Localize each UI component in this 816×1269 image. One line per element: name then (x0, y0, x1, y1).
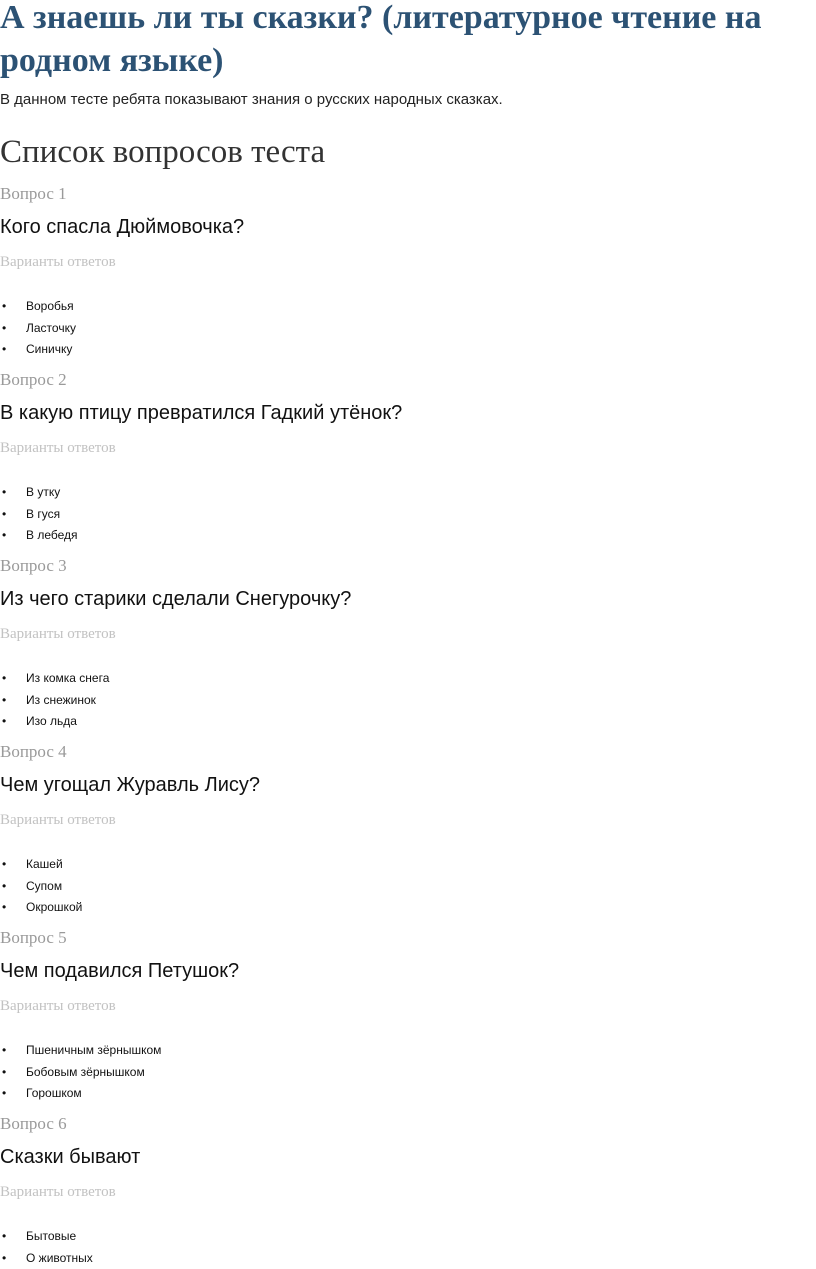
answer-text: Воробья (26, 299, 74, 313)
answer-item (0, 482, 78, 504)
bullet-icon: • (2, 1248, 6, 1269)
answer-item (0, 296, 76, 318)
question-number: Вопрос 6 (0, 1113, 67, 1135)
question-5 (0, 927, 800, 1113)
page-title: А знаешь ли ты сказки? (литературное чтение на родном языке) (0, 0, 800, 82)
answer-list (0, 1226, 93, 1269)
answer-text: В лебедя (26, 528, 78, 542)
answer-text: В гуся (26, 507, 60, 521)
question-number: Вопрос 1 (0, 183, 67, 205)
bullet-icon: • (2, 897, 6, 919)
bullet-icon: • (2, 1040, 6, 1062)
bullet-icon: • (2, 318, 6, 340)
answer-item (0, 1040, 161, 1062)
test-description: В данном тесте ребята показывают знания о русских народных сказках. (0, 90, 503, 110)
question-text: Кого спасла Дюймовочка? (0, 214, 244, 240)
answer-variants-label: Варианты ответов (0, 252, 116, 272)
question-number: Вопрос 3 (0, 555, 67, 577)
answer-variants-label: Варианты ответов (0, 810, 116, 830)
question-text: Чем угощал Журавль Лису? (0, 772, 260, 798)
answer-text: В утку (26, 485, 60, 499)
answer-text: О животных (26, 1251, 93, 1265)
bullet-icon: • (2, 1083, 6, 1105)
answer-item (0, 897, 82, 919)
answer-list (0, 296, 76, 361)
question-number: Вопрос 5 (0, 927, 67, 949)
question-1 (0, 183, 800, 369)
bullet-icon: • (2, 525, 6, 547)
answer-list (0, 1040, 161, 1105)
bullet-icon: • (2, 482, 6, 504)
bullet-icon: • (2, 690, 6, 712)
answer-variants-label: Варианты ответов (0, 624, 116, 644)
answer-text: Бобовым зёрнышком (26, 1065, 145, 1079)
answer-item (0, 1062, 161, 1084)
answer-text: Синичку (26, 342, 72, 356)
answer-item (0, 504, 78, 526)
answer-item (0, 668, 109, 690)
question-text: Сказки бывают (0, 1144, 140, 1170)
answer-item (0, 318, 76, 340)
bullet-icon: • (2, 876, 6, 898)
question-text: Чем подавился Петушок? (0, 958, 239, 984)
question-4 (0, 741, 800, 927)
question-number: Вопрос 2 (0, 369, 67, 391)
answer-item (0, 1226, 93, 1248)
answer-text: Пшеничным зёрнышком (26, 1043, 161, 1057)
bullet-icon: • (2, 1226, 6, 1248)
answer-item (0, 525, 78, 547)
answer-item (0, 876, 82, 898)
answer-item (0, 1248, 93, 1269)
question-number: Вопрос 4 (0, 741, 67, 763)
bullet-icon: • (2, 504, 6, 526)
answer-text: Из комка снега (26, 671, 109, 685)
question-text: Из чего старики сделали Снегурочку? (0, 586, 351, 612)
question-2 (0, 369, 800, 555)
bullet-icon: • (2, 854, 6, 876)
answer-text: Из снежинок (26, 693, 96, 707)
answer-variants-label: Варианты ответов (0, 438, 116, 458)
answer-text: Кашей (26, 857, 63, 871)
answer-list (0, 668, 109, 733)
answer-text: Изо льда (26, 714, 77, 728)
answer-list (0, 854, 82, 919)
question-3 (0, 555, 800, 741)
answer-text: Ласточку (26, 321, 76, 335)
answer-text: Окрошкой (26, 900, 82, 914)
answer-item (0, 1083, 161, 1105)
answer-item (0, 690, 109, 712)
bullet-icon: • (2, 296, 6, 318)
question-6 (0, 1113, 800, 1268)
bullet-icon: • (2, 1062, 6, 1084)
answer-text: Супом (26, 879, 62, 893)
answer-text: Бытовые (26, 1229, 76, 1243)
answer-variants-label: Варианты ответов (0, 996, 116, 1016)
section-title: Список вопросов теста (0, 132, 325, 172)
bullet-icon: • (2, 711, 6, 733)
answer-item (0, 711, 109, 733)
answer-item (0, 854, 82, 876)
answer-variants-label: Варианты ответов (0, 1182, 116, 1202)
answer-text: Горошком (26, 1086, 82, 1100)
question-text: В какую птицу превратился Гадкий утёнок? (0, 400, 402, 426)
bullet-icon: • (2, 339, 6, 361)
answer-item (0, 339, 76, 361)
bullet-icon: • (2, 668, 6, 690)
answer-list (0, 482, 78, 547)
